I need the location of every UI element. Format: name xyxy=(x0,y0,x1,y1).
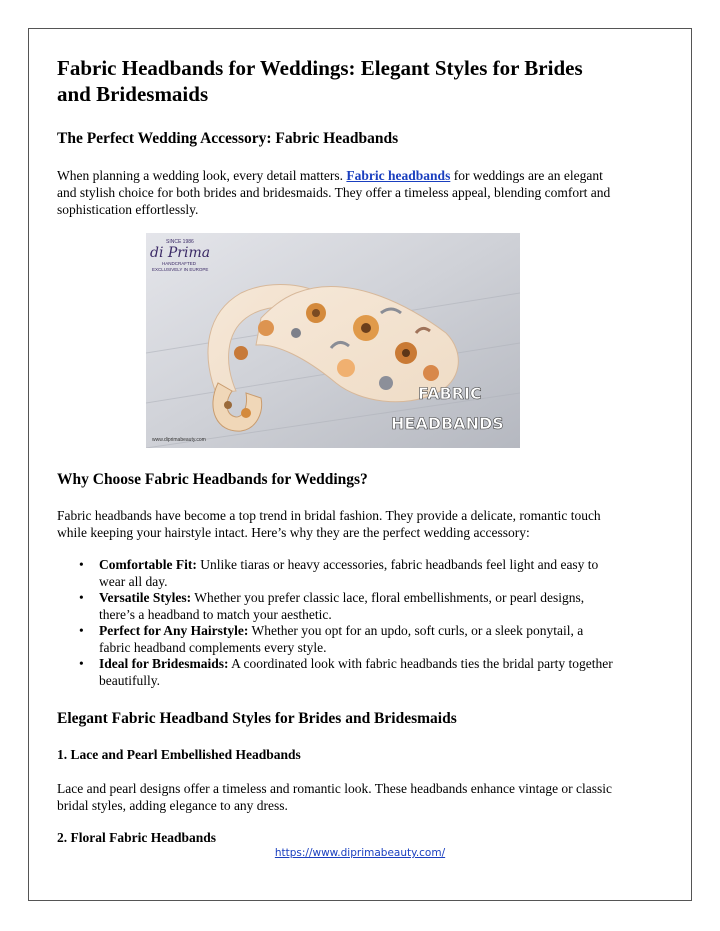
list-item-text: A coordinated look with fabric headbands ties the bridal party together beautifully. xyxy=(99,656,613,688)
list-item-label: Perfect for Any Hairstyle: xyxy=(99,623,249,638)
intro-text-before: When planning a wedding look, every detail matters. xyxy=(57,168,347,183)
document-content xyxy=(57,55,617,847)
page-footer xyxy=(0,847,720,859)
overlay-fabric: FABRIC xyxy=(418,384,482,403)
logo-tagline-1: HANDCRAFTED xyxy=(162,261,197,266)
page-title: Fabric Headbands for Weddings: Elegant Styles for Brides and Bridesmaids xyxy=(57,56,583,106)
fabric-headbands-link[interactable]: Fabric headbands xyxy=(346,168,451,183)
intro-text-after: for weddings are an elegant and stylish choice for both brides and bridesmaids. They offer a timeless appeal, blending comfort and sophistication effortlessly. xyxy=(57,168,611,217)
list-item-label: Comfortable Fit: xyxy=(99,557,197,572)
logo-tagline-2: EXCLUSIVELY IN EUROPE xyxy=(152,267,209,272)
logo-name: di Prima xyxy=(150,245,211,261)
headband-illustration xyxy=(146,233,520,448)
list-item-text: Whether you prefer classic lace, floral embellishments, or pearl designs, there’s a headband to match your aesthetic. xyxy=(99,590,585,622)
section-heading-perfect-accessory: The Perfect Wedding Accessory: Fabric Headbands xyxy=(57,130,399,147)
list-item-text: Unlike tiaras or heavy accessories, fabric headbands feel light and easy to wear all day. xyxy=(99,557,599,589)
intro-paragraph xyxy=(57,167,617,218)
why-intro-paragraph: Fabric headbands have become a top trend in bridal fashion. They provide a delicate, romantic touch while keeping your hairstyle intact. Here’s why they are the perfect wedding accessory: xyxy=(57,508,601,540)
list-item xyxy=(79,656,617,689)
benefits-list xyxy=(57,557,617,689)
bullet-icon: • xyxy=(79,656,84,671)
list-item-label: Ideal for Bridesmaids: xyxy=(99,656,229,671)
list-item-label: Versatile Styles: xyxy=(99,590,192,605)
section-heading-elegant-styles: Elegant Fabric Headband Styles for Brides and Bridesmaids xyxy=(57,710,457,727)
headband-photo xyxy=(146,233,520,448)
logo-since: SINCE 1986 xyxy=(166,239,194,245)
photo-watermark: www.diprimabeauty.com xyxy=(152,437,206,443)
bullet-icon: • xyxy=(79,557,84,572)
section-heading-why-choose: Why Choose Fabric Headbands for Weddings? xyxy=(57,471,368,488)
subheading-floral: 2. Floral Fabric Headbands xyxy=(57,830,217,845)
subheading-lace-pearl: 1. Lace and Pearl Embellished Headbands xyxy=(57,747,301,762)
list-item xyxy=(79,590,617,623)
list-item xyxy=(79,557,617,590)
overlay-headbands: HEADBANDS xyxy=(391,414,504,433)
lace-pearl-paragraph: Lace and pearl designs offer a timeless and romantic look. These headbands enhance vintage or classic bridal styles, adding elegance to any dress. xyxy=(57,781,613,813)
footer-url-link[interactable]: https://www.diprimabeauty.com/ xyxy=(274,847,446,859)
bullet-icon: • xyxy=(79,623,84,638)
bullet-icon: • xyxy=(79,590,84,605)
list-item xyxy=(79,623,617,656)
list-item-text: Whether you opt for an updo, soft curls, or a sleek ponytail, a fabric headband complements every style. xyxy=(99,623,584,655)
